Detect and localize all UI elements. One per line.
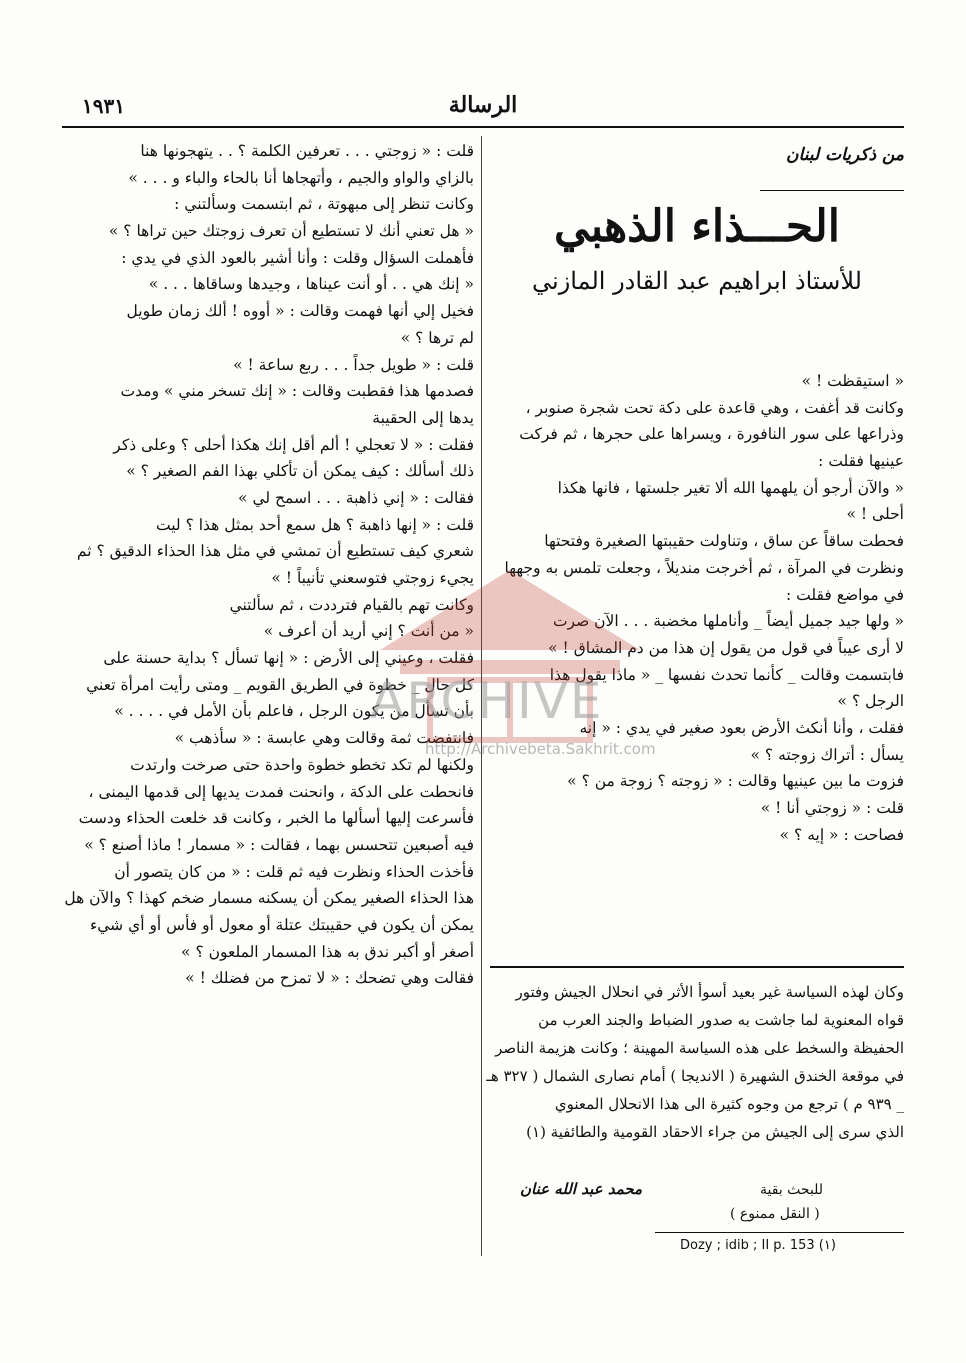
article-title: الحـــذاء الذهبي xyxy=(554,201,840,252)
footnote-line: وكان لهذه السياسة غير بعيد أسوأ الأثر في انحلال الجيش وفتور xyxy=(515,983,904,1001)
text-line: أحلى ! » xyxy=(846,505,904,524)
text-line: يدها إلى الحقيبة xyxy=(372,408,474,427)
text-line: « من أنت ؟ إني أريد أن أعرف » xyxy=(263,622,474,641)
text-line: بالزاي والواو والجيم ، وأتهجاها أنا بالحاء والباء و . . . » xyxy=(128,168,474,187)
text-line: في مواضع فقلت : xyxy=(786,585,904,604)
series-label: من ذكريات لبنان xyxy=(786,145,904,165)
text-line: فانحطت على الدكة ، وانحنت فمدت يديها إلى قدمها اليمنى ، xyxy=(88,782,474,801)
text-line: « ولها جيد جميل أيضاً _ وأناملها مخضبة . . . الآن صرت xyxy=(552,612,904,631)
text-line: فقالت وهي تضحك : « لا تمزح من فضلك ! » xyxy=(185,969,474,988)
text-line: قلت : « زوجتي . . . تعرفين الكلمة ؟ . . يتهجونها هنا xyxy=(140,142,474,160)
text-line: ونظرت في المرآة ، ثم أخرجت منديلاً ، وجعلت تلمس به وجهها xyxy=(504,558,904,577)
text-line: هذا الحذاء الصغير يمكن أن يسكنه مسمار ضخم كهذا ؟ والآن هل xyxy=(64,889,474,908)
header-rule xyxy=(62,126,904,128)
text-line: يمكن أن يكون في حقيبتك عتلة أو معول أو فأس أو أي شيء xyxy=(89,915,474,934)
text-line: فقلت ، وعيني إلى الأرض : « إنها تسأل ؟ بداية حسنة على xyxy=(103,649,474,668)
text-line: فصاحت : « إيه ؟ » xyxy=(779,825,904,844)
series-rule xyxy=(760,190,904,191)
text-line: فابتسمت وقالت _ كأنما تحدث نفسها _ « ماذا يقول هذا xyxy=(549,665,904,684)
text-line: « والآن أرجو أن يلهمها الله ألا تغير جلستها ، فانها هكذا xyxy=(557,478,904,497)
text-line: ولكنها لم تكد تخطو خطوة واحدة حتى صرخت وارتدت xyxy=(130,755,474,774)
magazine-title: الرسالة xyxy=(448,92,518,118)
footnote-line: الحفيظة والسخط على هذه السياسة المهينة ؛ وكانت هزيمة الناصر xyxy=(495,1039,904,1057)
text-line: الرجل ؟ » xyxy=(837,692,904,711)
text-line: فصدمها هذا فقطبت وقالت : « إنك تسخر مني » ومدت xyxy=(120,382,474,401)
page-number: ١٩٣١ xyxy=(82,94,125,118)
watermark-label: ARCHIVE xyxy=(370,672,604,730)
text-line: فخيل إلي أنها فهمت وقالت : « أووه ! ألك زمان طويل xyxy=(126,302,474,321)
text-line: فأهملت السؤال وقلت : وأنا أشير بالعود الذي في يدي : xyxy=(121,248,474,267)
text-line: وكانت تهم بالقيام فترددت ، ثم سألتني xyxy=(229,595,474,614)
text-line: بأن تسأل من يكون الرجل ، فاعلم بأن الأمل في . . . . » xyxy=(114,702,474,721)
left-column xyxy=(62,138,474,992)
text-line: فقالت : « إني ذاهبة . . . اسمح لي » xyxy=(238,488,474,507)
text-line: وذراعها على سور النافورة ، ويسراها على حجرها ، ثم فركت xyxy=(519,425,904,444)
text-line: أصغر أو أكبر ندق به هذا المسمار الملعون ؟ » xyxy=(181,942,474,961)
text-line: قلت : « طويل جداً . . . ربع ساعة ! » xyxy=(233,355,474,374)
text-line: قلت : « إنها ذاهبة ؟ هل سمع أحد بمثل هذا ؟ ليت xyxy=(156,515,474,534)
text-line: فأخذت الحذاء ونظرت فيه ثم قلت : « من كان يتصور أن xyxy=(114,862,474,881)
right-column-text xyxy=(490,368,904,848)
text-line: كل حال _ خطوة في الطريق القويم _ ومتى رأيت امرأة تعني xyxy=(86,675,474,694)
copyright-notice: ( النقل ممنوع ) xyxy=(730,1206,820,1222)
text-line: فقلت : « لا تعجلي ! ألم أقل إنك هكذا أحلى ؟ وعلى ذكر xyxy=(113,435,474,454)
text-line: لا أرى عيباً في قول من يقول إن هذا من دم المشاق ! » xyxy=(548,638,904,657)
text-line: فزوت ما بين عينيها وقالت : « زوجته ؟ زوجة من ؟ » xyxy=(567,772,904,791)
footnote-line: الذي سرى إلى الجيش من جراء الاحقاد القومية والطائفية (١) xyxy=(526,1123,904,1141)
text-line: قلت : « زوجتي أنا ! » xyxy=(760,799,904,817)
to-be-continued: للبحث بقية xyxy=(760,1182,824,1198)
left-column-text xyxy=(62,138,474,992)
article-author: للأستاذ ابراهيم عبد القادر المازني xyxy=(532,267,862,295)
watermark-url: http://Archivebeta.Sakhrit.com xyxy=(425,740,656,758)
text-line: « هل تعني أنك لا تستطيع أن تعرف زوجتك حين تراها ؟ » xyxy=(108,222,474,241)
text-line: ذلك أسألك : كيف يمكن أن تأكلي بهذا الفم الصغير ؟ » xyxy=(126,462,474,481)
author-signature: محمد عبد الله عنان xyxy=(520,1180,643,1198)
text-line: فحطت ساقاً عن ساق ، وتناولت حقيبتها الصغيرة وفتحتها xyxy=(544,532,904,551)
text-line: فقلت ، وأنا أنكث الأرض بعود صغير في يدي : « إنه xyxy=(579,718,904,737)
text-line: شعري كيف تستطيع أن تمشي في مثل هذا الحذاء الدقيق ؟ ثم xyxy=(76,542,474,561)
footnote-line: قواه المعنوية لما جاشت به صدور الضباط والجند العرب من xyxy=(538,1011,904,1029)
text-line: « استيقظت ! » xyxy=(801,372,904,390)
text-line: « إنك هي . . أو أنت عيناها ، وجيدها وساقاها . . . » xyxy=(148,275,474,294)
text-line: يجيء زوجتي فتوسعني تأنيباً ! » xyxy=(271,569,474,587)
text-line: فانتفضت ثمة وقالت وهي عابسة : « سأذهب » xyxy=(174,729,474,748)
text-line: فيه أصبعين تتحسس بهما ، فقالت : « مسمار ! ماذا أصنع ؟ » xyxy=(84,835,474,854)
footnote-rule xyxy=(490,966,904,968)
reference-rule xyxy=(655,1232,904,1233)
page-header xyxy=(62,92,904,126)
text-line: عينيها فقلت : xyxy=(818,452,904,471)
footnote-reference: Dozy ; idib ; II p. 153 (١) xyxy=(680,1238,836,1253)
text-line: فأسرعت إليها أسألها ما الخبر ، وكانت قد خلعت الحذاء ودست xyxy=(78,809,474,828)
text-line: وكانت قد أغفت ، وهي قاعدة على دكة تحت شجرة صنوبر ، xyxy=(525,398,904,417)
footnote-continuation xyxy=(486,978,904,1146)
footnote-line: _ ٩٣٩ م ) ترجع من وجوه كثيرة الى هذا الانحلال المعنوي xyxy=(554,1095,904,1113)
text-line: يسأل : أتراك زوجته ؟ » xyxy=(750,745,904,764)
text-line: وكانت تنظر إلى مبهوتة ، ثم ابتسمت وسألتني : xyxy=(174,195,474,214)
text-line: لم ترها ؟ » xyxy=(400,328,474,347)
footnote-line: في موقعة الخندق الشهيرة ( الانديجا ) أمام نصارى الشمال ( ٣٢٧ هـ xyxy=(486,1067,904,1085)
